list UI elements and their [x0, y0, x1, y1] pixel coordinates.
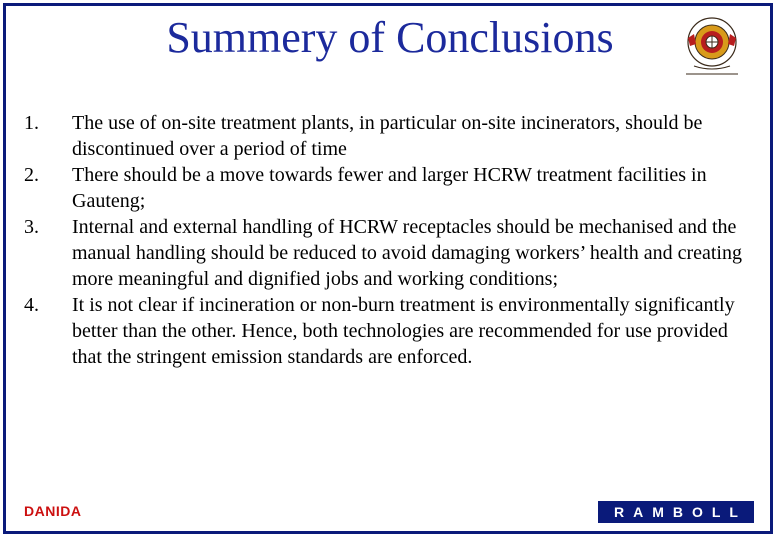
- list-item-number: 4.: [24, 294, 39, 316]
- list-item-text: There should be a move towards fewer and larger HCRW treatment facilities in Gauteng;: [72, 164, 707, 212]
- danida-logo: DANIDA: [24, 503, 82, 519]
- list-item: [24, 110, 754, 162]
- list-item: [24, 162, 754, 214]
- list-item-text: It is not clear if incineration or non-burn treatment is environmentally significantly better than the other. Hence, both technologies are recommended for use provided that the stringent emission standards are enforced.: [72, 294, 735, 368]
- gauteng-crest-icon: [682, 14, 742, 76]
- list-item: [24, 214, 754, 292]
- ramboll-logo: RAMBOLL: [598, 501, 754, 523]
- list-item-text: The use of on-site treatment plants, in particular on-site incinerators, should be discontinued over a period of time: [72, 112, 703, 160]
- list-item: [24, 292, 754, 370]
- list-item-number: 2.: [24, 164, 39, 186]
- slide-title: Summery of Conclusions: [166, 13, 614, 62]
- conclusions-list: [24, 110, 754, 370]
- list-item-number: 3.: [24, 216, 39, 238]
- list-item-number: 1.: [24, 112, 39, 134]
- list-item-text: Internal and external handling of HCRW receptacles should be mechanised and the manual handling should be reduced to avoid damaging workers’ health and creating more meaningful and dignified jobs and working conditions;: [72, 216, 742, 290]
